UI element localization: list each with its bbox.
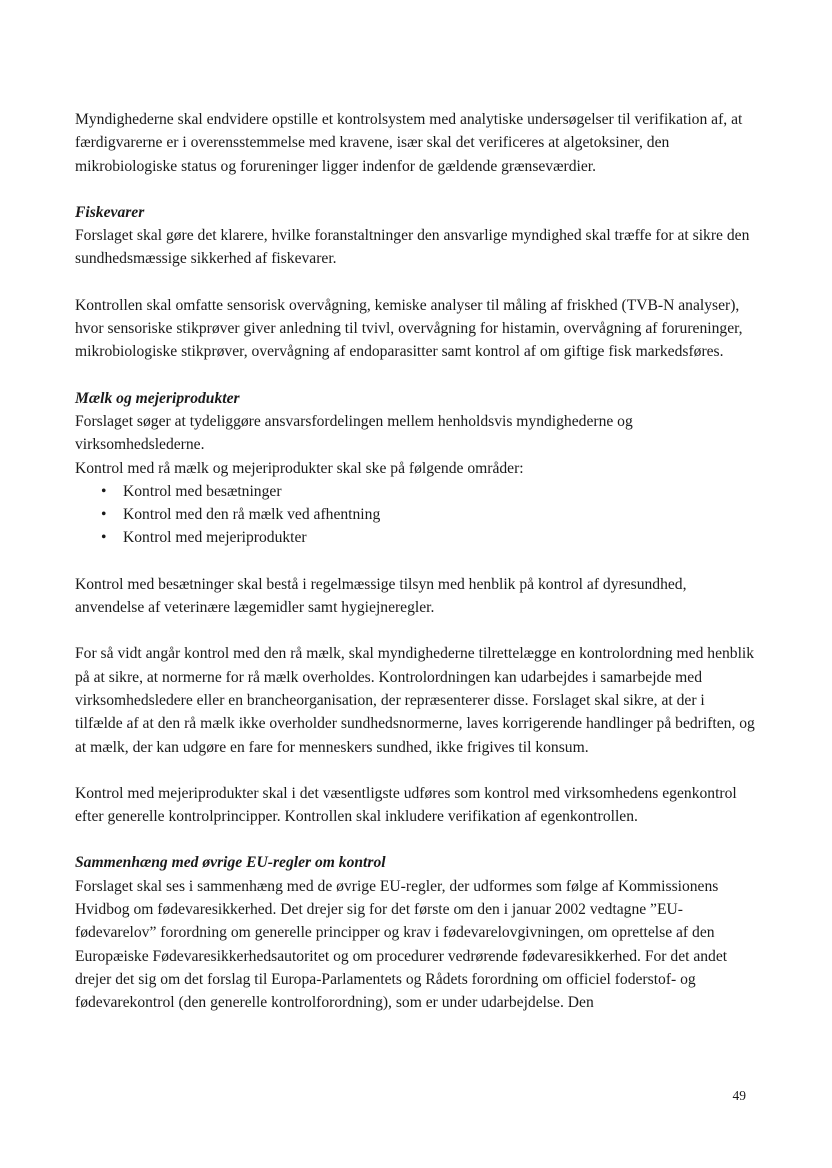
section-heading-fiskevarer: Fiskevarer	[75, 203, 145, 221]
paragraph-text: Forslaget skal ses i sammenhæng med de øvrige EU-regler, der udformes som følge af Kommissionens Hvidbog om fødevaresikkerhed. Det drejer sig for det første om den i januar 2002 vedtagne ”EU-fødevarelov” forordning om generelle principper og krav i fødevarelovgivningen, om oprettelse af den Europæiske Fødevaresikkerhedsautoritet og om procedurer vedrørende fødevaresikkerhed. For det andet drejer det sig om det forslag til Europa-Parlamentets og Rådets forordning om officiel foderstof- og fødevarekontrol (den generelle kontrolforordning), som er under udarbejdelse. Den	[75, 877, 728, 1012]
paragraph-raw-milk-control	[75, 642, 755, 758]
paragraph-text: Kontrol med mejeriprodukter skal i det væsentligste udføres som kontrol med virksomhedens egenkontrol efter generelle kontrolprincipper. Kontrollen skal inkludere verifikation af egenkontrollen.	[75, 784, 737, 826]
list-item	[75, 480, 755, 503]
list-item	[75, 503, 755, 526]
document-body	[75, 108, 755, 1038]
section-heading-maelk: Mælk og mejeriprodukter	[75, 389, 240, 407]
bullet-list	[75, 480, 755, 550]
paragraph-text: Forslaget skal gøre det klarere, hvilke foranstaltninger den ansvarlige myndighed skal træffe for at sikre den sundhedsmæssige sikkerhed af fiskevarer.	[75, 227, 750, 268]
paragraph-text: Forslaget søger at tydeliggøre ansvarsfordelingen mellem henholdsvis myndighederne og virksomhedslederne.	[75, 412, 633, 454]
section-heading-eu-rules: Sammenhæng med øvrige EU-regler om kontrol	[75, 854, 386, 872]
bullet-icon: •	[101, 482, 107, 500]
list-item	[75, 526, 755, 549]
paragraph-herd-control	[75, 573, 755, 620]
paragraph-analytic-control	[75, 108, 755, 178]
list-item-text: Kontrol med den rå mælk ved afhentning	[123, 506, 381, 524]
list-item-text: Kontrol med mejeriprodukter	[123, 529, 307, 547]
paragraph-fisk-control	[75, 294, 755, 364]
list-item-text: Kontrol med besætninger	[123, 482, 282, 500]
paragraph-text: Kontrol med rå mælk og mejeriprodukter skal ske på følgende områder:	[75, 459, 524, 477]
paragraph-text: Kontrol med besætninger skal bestå i regelmæssige tilsyn med henblik på kontrol af dyresundhed, anvendelse af veterinære lægemidler samt hygiejneregler.	[75, 575, 687, 617]
page-number: 49	[732, 1088, 746, 1103]
paragraph-dairy-control	[75, 782, 755, 829]
section-fiskevarer	[75, 201, 755, 271]
bullet-icon: •	[101, 506, 107, 524]
section-maelk	[75, 387, 755, 550]
paragraph-text: For så vidt angår kontrol med den rå mælk, skal myndighederne tilrettelægge en kontrolordning med henblik på at sikre, at normerne for rå mælk overholdes. Kontrolordningen kan udarbejdes i samarbejde med virksomhedsledere eller en brancheorganisation, der repræsenterer disse. Forslaget skal sikre, at der i tilfælde af at den rå mælk ikke overholder sundhedsnormerne, laves korrigerende handlinger på bedriften, og at mælk, der kan udgøre en fare for menneskers sundhed, ikke frigives til konsum.	[75, 645, 755, 756]
bullet-icon: •	[101, 529, 107, 547]
section-eu-rules	[75, 851, 755, 1014]
paragraph-text: Myndighederne skal endvidere opstille et kontrolsystem med analytiske undersøgelser til verifikation af, at færdigvarerne er i overensstemmelse med kravene, især skal det verificeres at algetoksiner, den mikrobiologiske status og forureninger ligger indenfor de gældende grænseværdier.	[75, 111, 743, 175]
paragraph-text: Kontrollen skal omfatte sensorisk overvågning, kemiske analyser til måling af friskhed (TVB-N analyser), hvor sensoriske stikprøver giver anledning til tvivl, overvågning for histamin, overvågning af forureninger, mikrobiologiske stikprøver, overvågning af endoparasitter samt kontrol af om giftige fisk markedsføres.	[75, 296, 743, 361]
